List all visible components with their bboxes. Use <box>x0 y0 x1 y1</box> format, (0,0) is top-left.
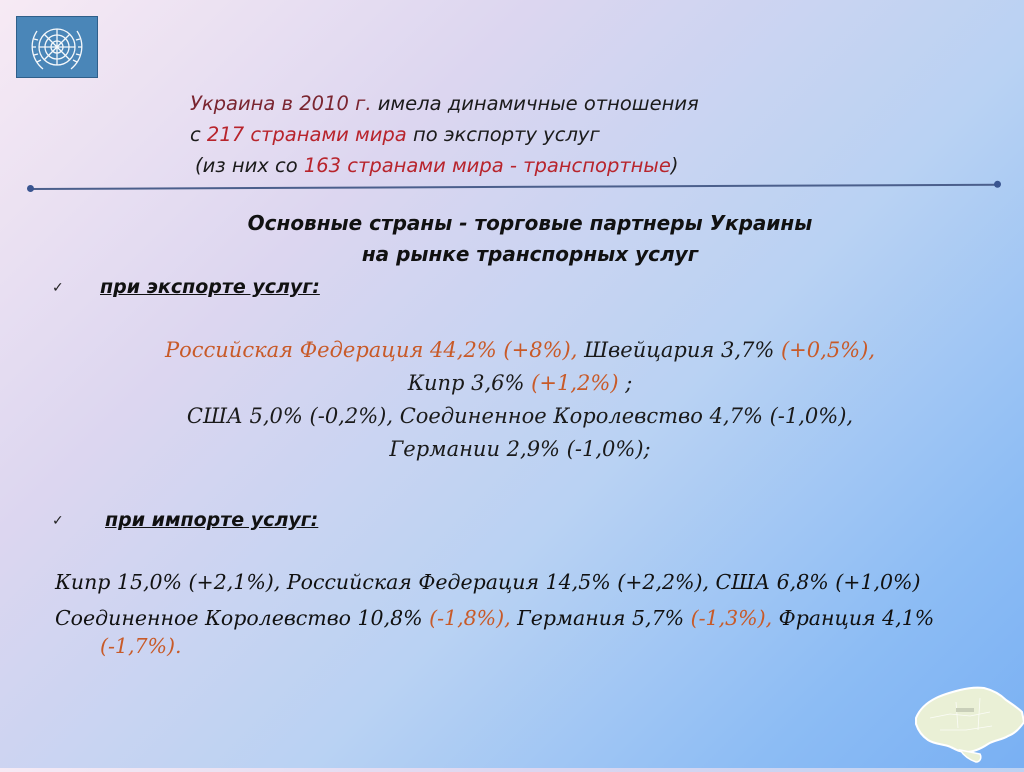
export-switzerland-change: (+0,5%), <box>774 338 875 362</box>
section-heading <box>100 208 960 270</box>
import-germany-change: (-1,3%), <box>684 606 773 630</box>
intro-count-163: 163 странами мира - транспортные <box>303 154 671 177</box>
import-paragraph-2 <box>55 604 985 660</box>
export-cyprus: Кипр 3,6% <box>407 371 525 395</box>
heading-line-1: Основные страны - торговые партнеры Украины <box>247 211 813 235</box>
intro-text <box>190 88 850 181</box>
import-germany: Германия 5,7% <box>510 606 685 630</box>
export-cyprus-change: (+1,2%) <box>524 371 619 395</box>
import-france-change: (-1,7%). <box>100 634 182 658</box>
intro-line-2 <box>190 119 850 150</box>
export-line-4: Германии 2,9% (-1,0%); <box>389 437 651 461</box>
ukraine-map-icon <box>910 678 1024 768</box>
intro-text-2c: по экспорту услуг <box>406 123 600 146</box>
export-check-icon: ✓ <box>52 280 64 296</box>
import-france: Франция 4,1% <box>772 606 935 630</box>
intro-text-3a: (из них со <box>195 154 304 177</box>
import-uk-change: (-1,8%), <box>422 606 511 630</box>
export-switzerland: Швейцария 3,7% <box>577 338 775 362</box>
import-label: при импорте услуг: <box>105 509 319 531</box>
intro-text-2a: с <box>190 123 207 146</box>
intro-count-217: 217 странами мира <box>206 123 407 146</box>
export-russia: Российская Федерация 44,2% (+8%), <box>164 338 578 362</box>
intro-line-1 <box>190 88 850 119</box>
export-line-3: США 5,0% (-0,2%), Соединенное Королевство 4,7% (-1,0%), <box>186 404 854 428</box>
export-label: при экспорте услуг: <box>100 276 320 298</box>
intro-line-3 <box>190 150 850 181</box>
import-check-icon: ✓ <box>52 513 64 529</box>
import-partners <box>55 568 985 668</box>
intro-text-1: имела динамичные отношения <box>371 92 699 115</box>
export-line-1 <box>40 334 1000 367</box>
intro-text-3c: ) <box>670 154 679 177</box>
un-emblem-icon <box>16 16 98 78</box>
heading-line-2: на рынке транспорных услуг <box>361 242 699 266</box>
import-paragraph-1: Кипр 15,0% (+2,1%), Российская Федерация 14,5% (+2,2%), США 6,8% (+1,0%) <box>55 570 921 594</box>
import-uk: Соединенное Королевство 10,8% <box>55 606 423 630</box>
intro-year: Украина в 2010 г. <box>190 92 372 115</box>
export-partners <box>40 334 1000 466</box>
divider-line <box>30 184 998 190</box>
export-line-2 <box>40 367 1000 400</box>
export-line-2-end: ; <box>618 371 633 395</box>
